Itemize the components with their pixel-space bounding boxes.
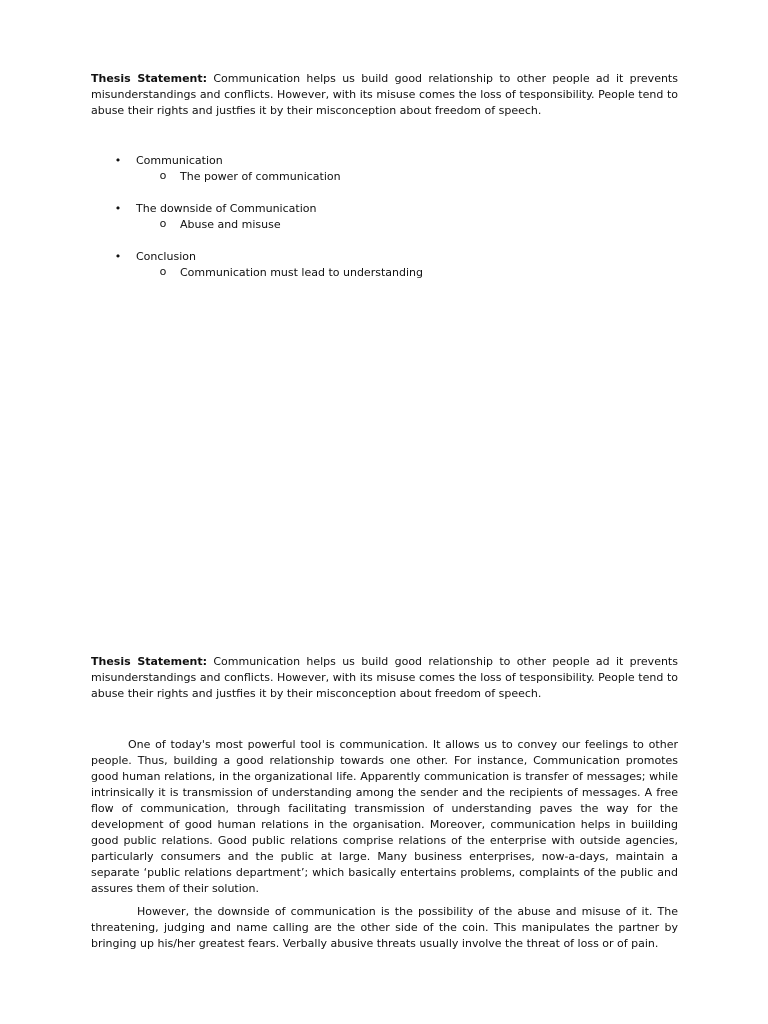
thesis-statement-bottom xyxy=(91,654,678,702)
outline-item xyxy=(91,249,678,281)
thesis-text: Communication helps us build good relationship to other people ad it prevents misunderstandings and conflicts. However, with its misuse comes the loss of tesponsibility. People tend to abuse their rights and justfies it by their misconception about freedom of speech. xyxy=(91,655,678,700)
outline-item xyxy=(91,153,678,185)
thesis-statement-top xyxy=(91,71,678,119)
bullet-icon: • xyxy=(114,250,122,263)
outline-item-label: The downside of Communication xyxy=(136,202,317,215)
body-paragraph: One of today's most powerful tool is communication. It allows us to convey our feelings to other people. Thus, building a good relationship towards one other. For instance, Communication promotes good human relations, in the organizational life. Apparently communication is transfer of messages; while intrinsically it is transmission of understanding among the sender and the recipients of messages. A free flow of communication, through facilitating transmission of understanding paves the way for the development of good human relations in the organisation. Moreover, communication helps in buiilding good public relations. Good public relations comprise relations of the enterprise with outside agencies, particularly consumers and the public at large. Many business enterprises, now-a-days, maintain a separate ‘public relations department’; which basically entertains problems, complaints of the public and assures them of their solution. xyxy=(91,738,678,895)
sub-bullet-icon: o xyxy=(159,217,167,230)
thesis-text: Communication helps us build good relationship to other people ad it prevents misunderstandings and conflicts. However, with its misuse comes the loss of tesponsibility. People tend to abuse their rights and justfies it by their misconception about freedom of speech. xyxy=(91,72,678,117)
sub-bullet-icon: o xyxy=(159,169,167,182)
outline-item xyxy=(91,201,678,233)
outline-subitem-label: Abuse and misuse xyxy=(180,218,281,231)
outline-subitem-label: The power of communication xyxy=(180,170,341,183)
thesis-label: Thesis Statement: xyxy=(91,72,208,85)
sub-bullet-icon: o xyxy=(159,265,167,278)
outline-subitem-label: Communication must lead to understanding xyxy=(180,266,423,279)
bullet-icon: • xyxy=(114,154,122,167)
bullet-icon: • xyxy=(114,202,122,215)
thesis-label: Thesis Statement: xyxy=(91,655,208,668)
outline-item-label: Conclusion xyxy=(136,250,196,263)
body-paragraph: However, the downside of communication is the possibility of the abuse and misuse of it. The threatening, judging and name calling are the other side of the coin. This manipulates the partner by bringing up his/her greatest fears. Verbally abusive threats usually involve the threat of loss or of pain. xyxy=(91,905,678,950)
outline-item-label: Communication xyxy=(136,154,223,167)
outline-list xyxy=(91,153,678,297)
